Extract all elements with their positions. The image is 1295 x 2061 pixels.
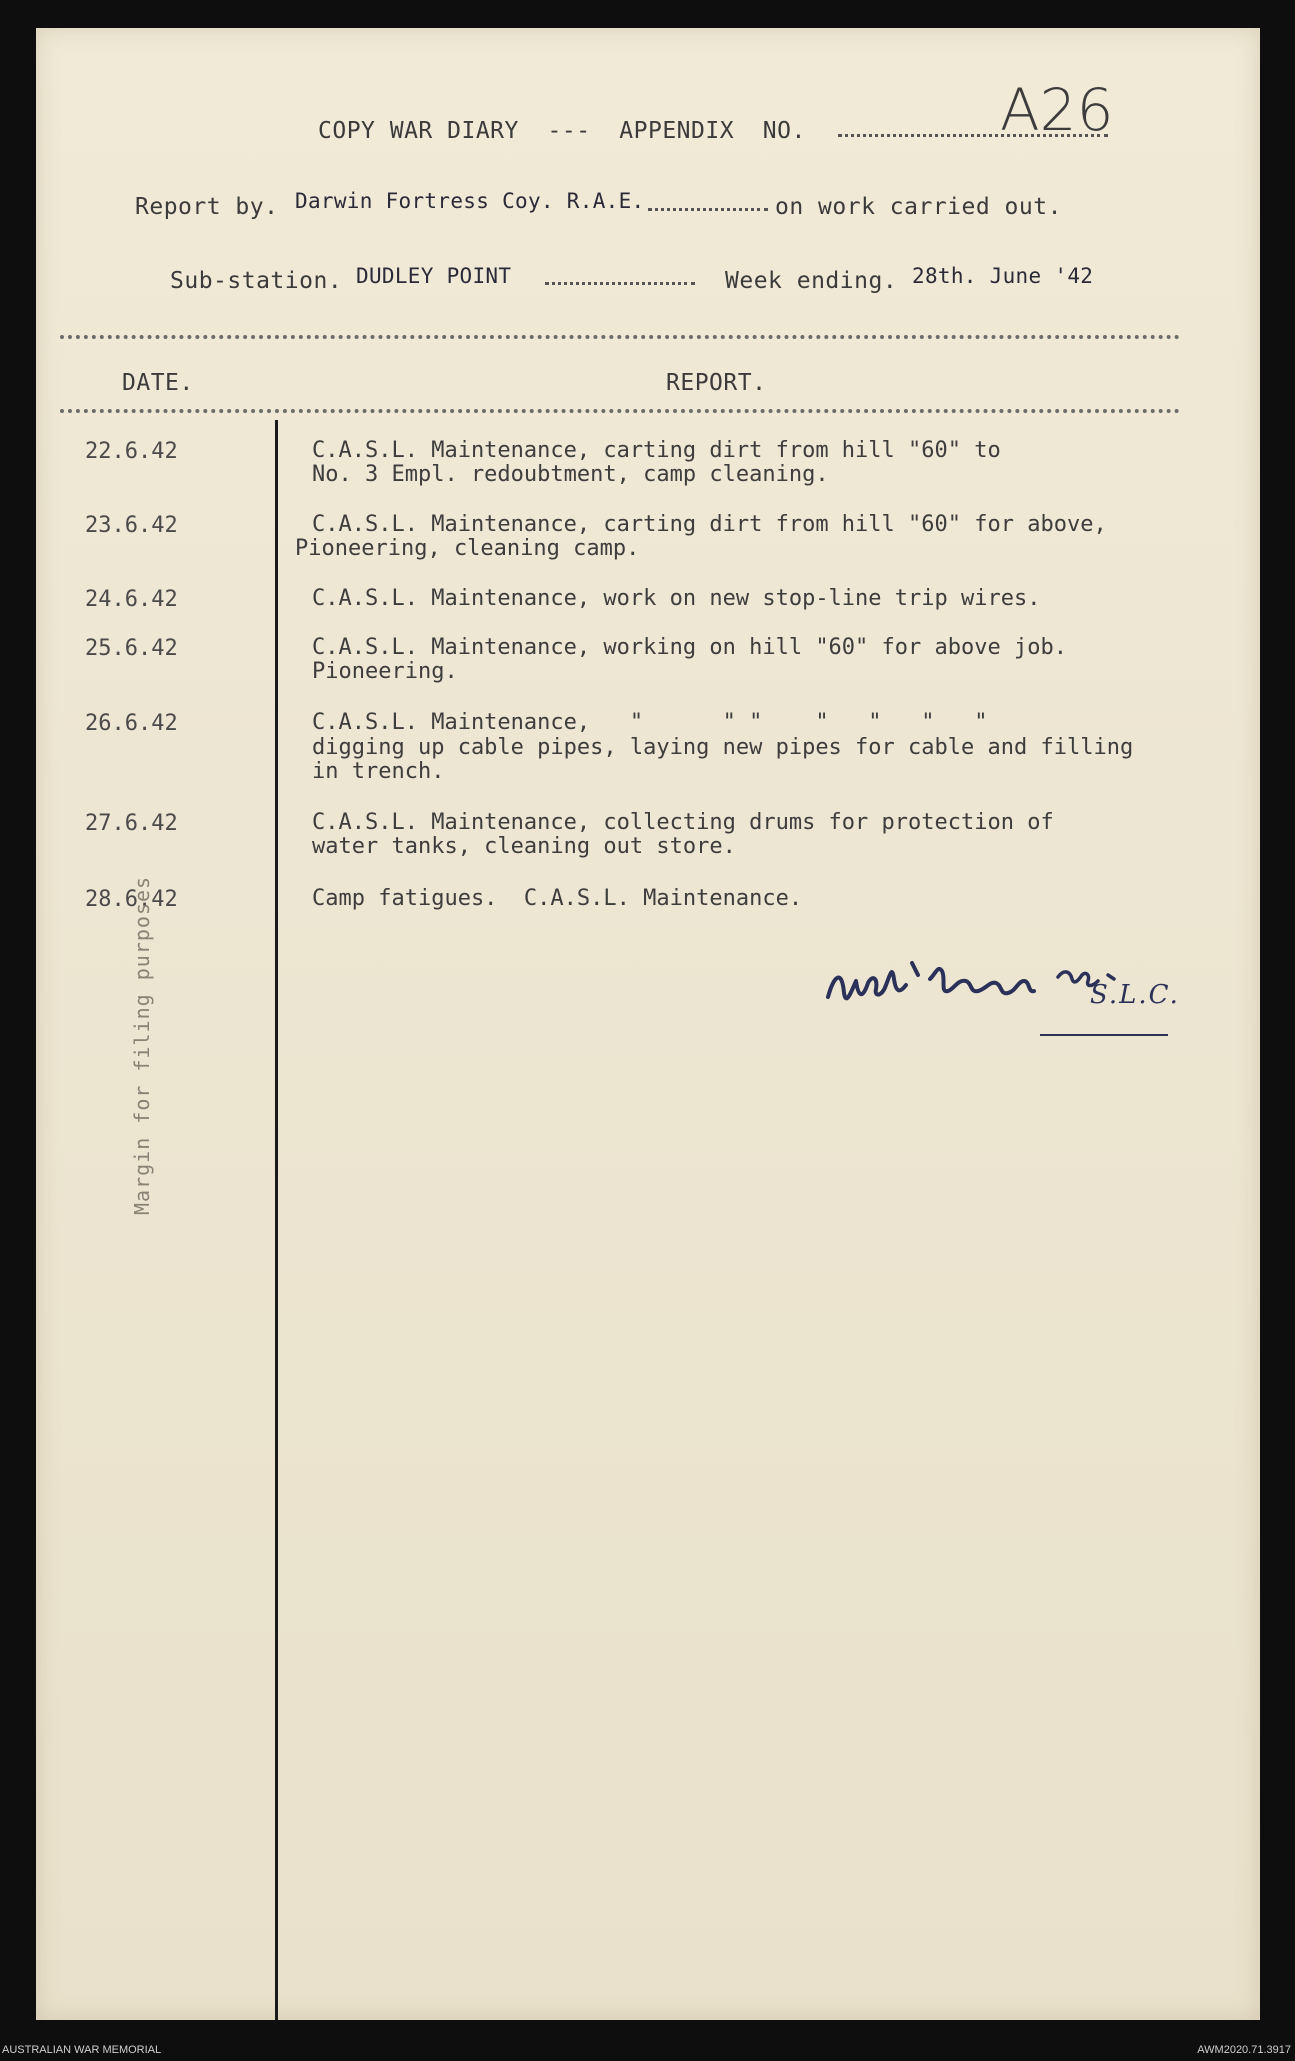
signature-rank: S.L.C.	[1090, 980, 1180, 1010]
report-by-dots	[648, 208, 768, 211]
sub-station-dots	[545, 282, 695, 285]
report-by-label: Report by.	[135, 194, 279, 220]
entry-report-line: water tanks, cleaning out store.	[312, 834, 736, 859]
week-ending-value: 28th. June '42	[912, 264, 1094, 288]
entry-report-line: C.A.S.L. Maintenance, working on hill "60" for above job.	[312, 635, 1067, 660]
entry-date: 27.6.42	[85, 811, 178, 836]
dotted-rule-top	[60, 335, 1180, 339]
entry-report-line: Camp fatigues. C.A.S.L. Maintenance.	[312, 886, 803, 911]
week-ending-label: Week ending.	[725, 268, 898, 294]
entry-report-line: C.A.S.L. Maintenance, work on new stop-line trip wires.	[312, 586, 1041, 611]
sub-station-name: DUDLEY POINT	[356, 264, 512, 288]
entry-date: 23.6.42	[85, 513, 178, 538]
entry-report-line: C.A.S.L. Maintenance, collecting drums for protection of	[312, 810, 1054, 835]
dotted-rule-bottom	[60, 409, 1180, 413]
entry-report-line: Pioneering.	[312, 659, 458, 684]
entry-date: 22.6.42	[85, 439, 178, 464]
column-divider	[275, 420, 278, 2020]
footer-left: AUSTRALIAN WAR MEMORIAL	[2, 2044, 162, 2056]
appendix-number: A26	[1000, 76, 1114, 144]
entry-report-line: digging up cable pipes, laying new pipes for cable and filling	[312, 735, 1134, 760]
entry-date: 24.6.42	[85, 587, 178, 612]
entry-date: 25.6.42	[85, 636, 178, 661]
entry-date: 26.6.42	[85, 711, 178, 736]
date-column-heading: DATE.	[122, 370, 194, 396]
entry-report-line: C.A.S.L. Maintenance, carting dirt from hill "60" to	[312, 438, 1001, 463]
entry-report-line: C.A.S.L. Maintenance, " " " " " " "	[312, 710, 988, 735]
footer-right: AWM2020.71.3917	[1197, 2044, 1291, 2056]
entry-report-line: No. 3 Empl. redoubtment, camp cleaning.	[312, 462, 829, 487]
sub-station-label: Sub-station.	[170, 268, 343, 294]
report-by-suffix: on work carried out.	[775, 194, 1062, 220]
entry-report-line: C.A.S.L. Maintenance, carting dirt from hill "60" for above,	[312, 512, 1107, 537]
report-by-unit: Darwin Fortress Coy. R.A.E.	[295, 189, 645, 213]
diary-title: COPY WAR DIARY --- APPENDIX NO.	[318, 118, 806, 144]
signature-underline	[1040, 1034, 1168, 1036]
entry-report-line: Pioneering, cleaning camp.	[295, 536, 640, 561]
report-column-heading: REPORT.	[666, 370, 767, 396]
margin-note: Margin for filing purposes	[130, 875, 154, 1215]
entry-report-line: in trench.	[312, 759, 445, 784]
entry-date: 28.6.42	[85, 887, 178, 912]
